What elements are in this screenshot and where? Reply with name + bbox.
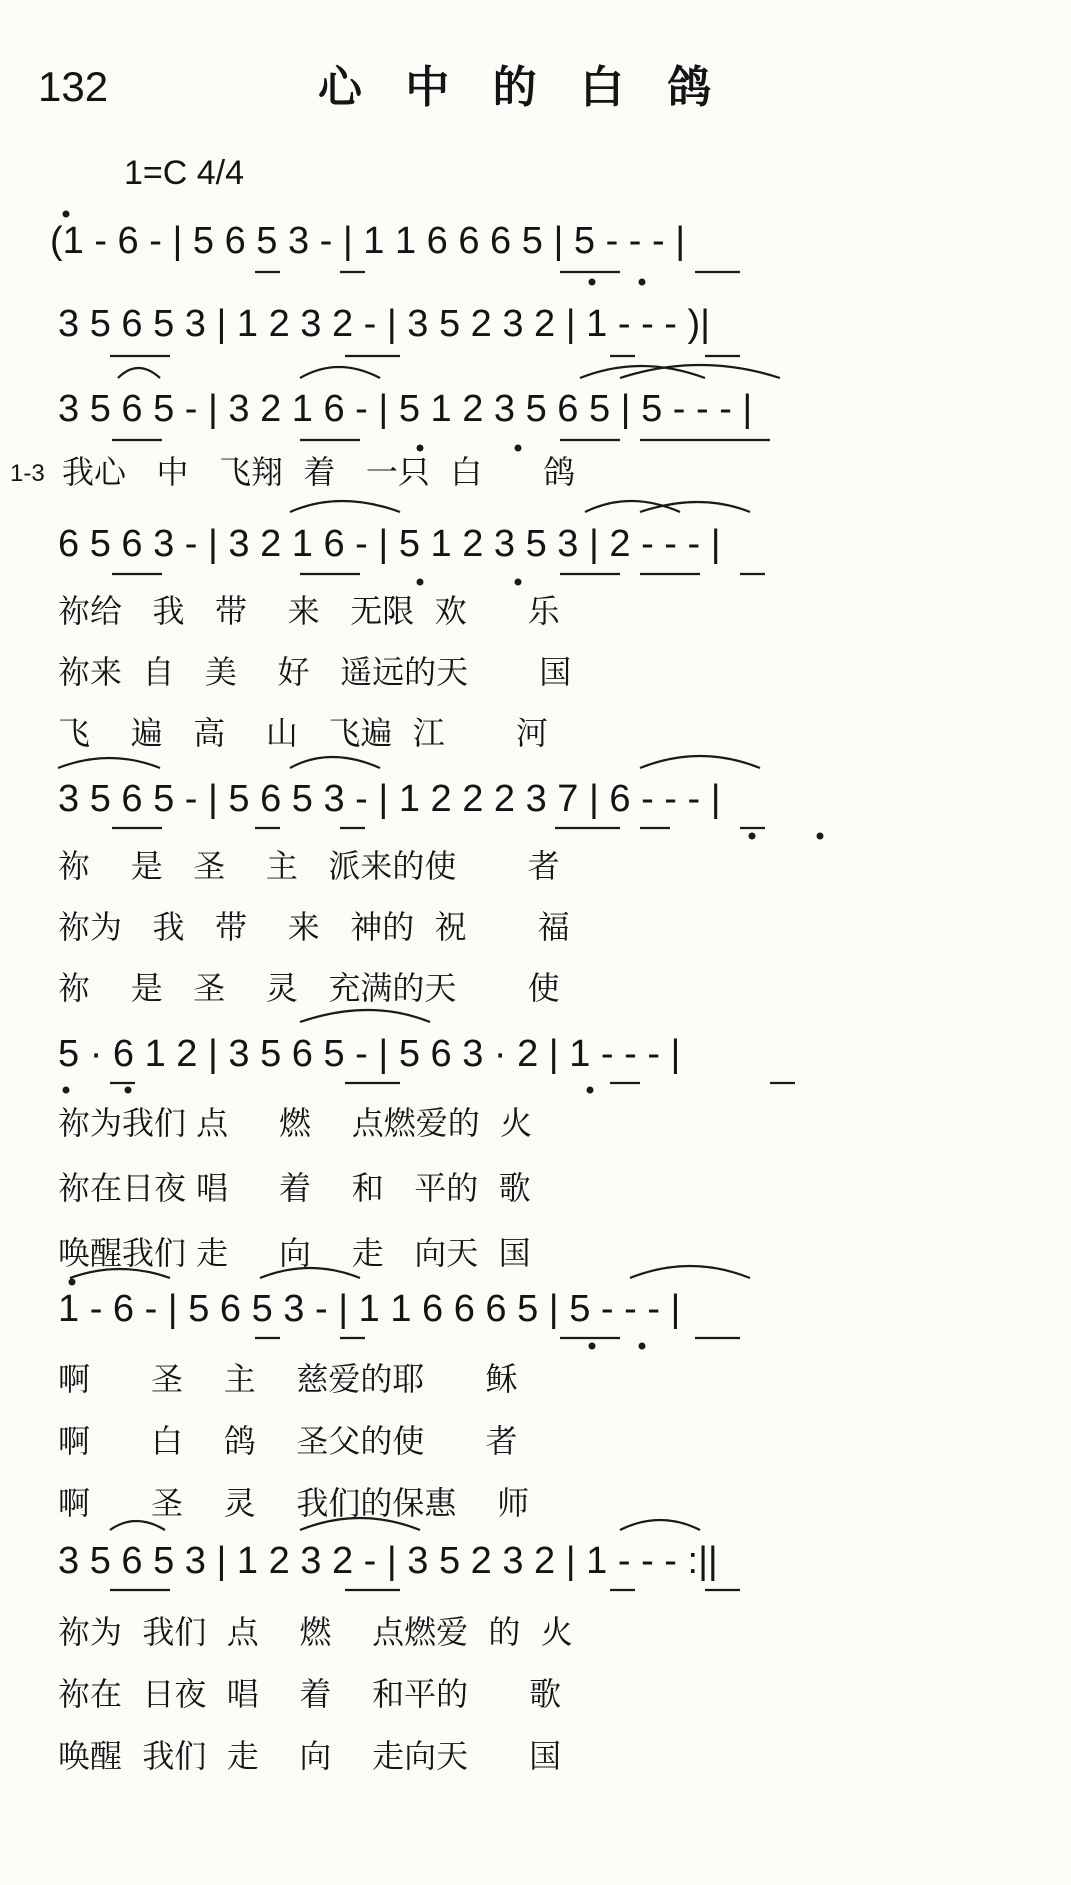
lyric-line: 祢为 我们 点 燃 点燃爱 的 火 <box>58 1613 573 1651</box>
lyric-line: 唤醒我们 走 向 走 向天 国 <box>58 1234 531 1272</box>
lyric-line: 祢在日夜 唱 着 和 平的 歌 <box>58 1169 531 1207</box>
lyric-line: 啊 圣 灵 我们的保惠 师 <box>58 1484 530 1522</box>
lyric-line: 祢为我们 点 燃 点燃爱的 火 <box>58 1104 533 1142</box>
song-title: 心 中 的 白 鸽 <box>318 62 726 113</box>
music-line-7: 1 - 6 - | 5 6 5 3 - | 1 1 6 6 6 5 | 5 - - - | <box>58 1288 681 1330</box>
lyric-line: 祢来 自 美 好 遥远的天 国 <box>58 653 572 691</box>
verse-prefix: 1-3 <box>10 460 45 487</box>
lyric-line: 唤醒 我们 走 向 走向天 国 <box>58 1737 562 1775</box>
music-line-1: (1 - 6 - | 5 6 5 3 - | 1 1 6 6 6 5 | 5 - - - | <box>50 220 686 262</box>
lyric-line: 祢为 我 带 来 神的 祝 福 <box>58 908 570 946</box>
music-line-8: 3 5 6 5 3 | 1 2 3 2 - | 3 5 2 3 2 | 1 - - - :|| <box>58 1540 718 1582</box>
key-signature: 1=C 4/4 <box>124 154 245 192</box>
music-line-4: 6 5 6 3 - | 3 2 1 6 - | 5 1 2 3 5 3 | 2 - - - | <box>58 523 721 565</box>
lyric-line: 祢 是 圣 灵 充满的天 使 <box>58 969 560 1007</box>
lyric-line: 飞 遍 高 山 飞遍 江 河 <box>58 714 548 752</box>
lyric-line: 祢在 日夜 唱 着 和平的 歌 <box>58 1675 562 1713</box>
lyric-line: 啊 白 鸽 圣父的使 者 <box>58 1422 518 1460</box>
music-line-6: 5 · 6 1 2 | 3 5 6 5 - | 5 6 3 · 2 | 1 - - - | <box>58 1033 681 1075</box>
lyric-line: 祢给 我 带 来 无限 欢 乐 <box>58 592 560 630</box>
lyric-line: 我心 中 飞翔 着 一只 白 鸽 <box>62 453 576 491</box>
lyric-line: 祢 是 圣 主 派来的使 者 <box>58 847 560 885</box>
music-line-3: 3 5 6 5 - | 3 2 1 6 - | 5 1 2 3 5 6 5 | 5 - - - | <box>58 388 753 430</box>
lyric-line: 啊 圣 主 慈爱的耶 稣 <box>58 1360 518 1398</box>
music-line-2: 3 5 6 5 3 | 1 2 3 2 - | 3 5 2 3 2 | 1 - - - )| <box>58 303 711 345</box>
music-line-5: 3 5 6 5 - | 5 6 5 3 - | 1 2 2 2 3 7 | 6 - - - | <box>58 778 721 820</box>
page-number: 132 <box>38 63 109 110</box>
